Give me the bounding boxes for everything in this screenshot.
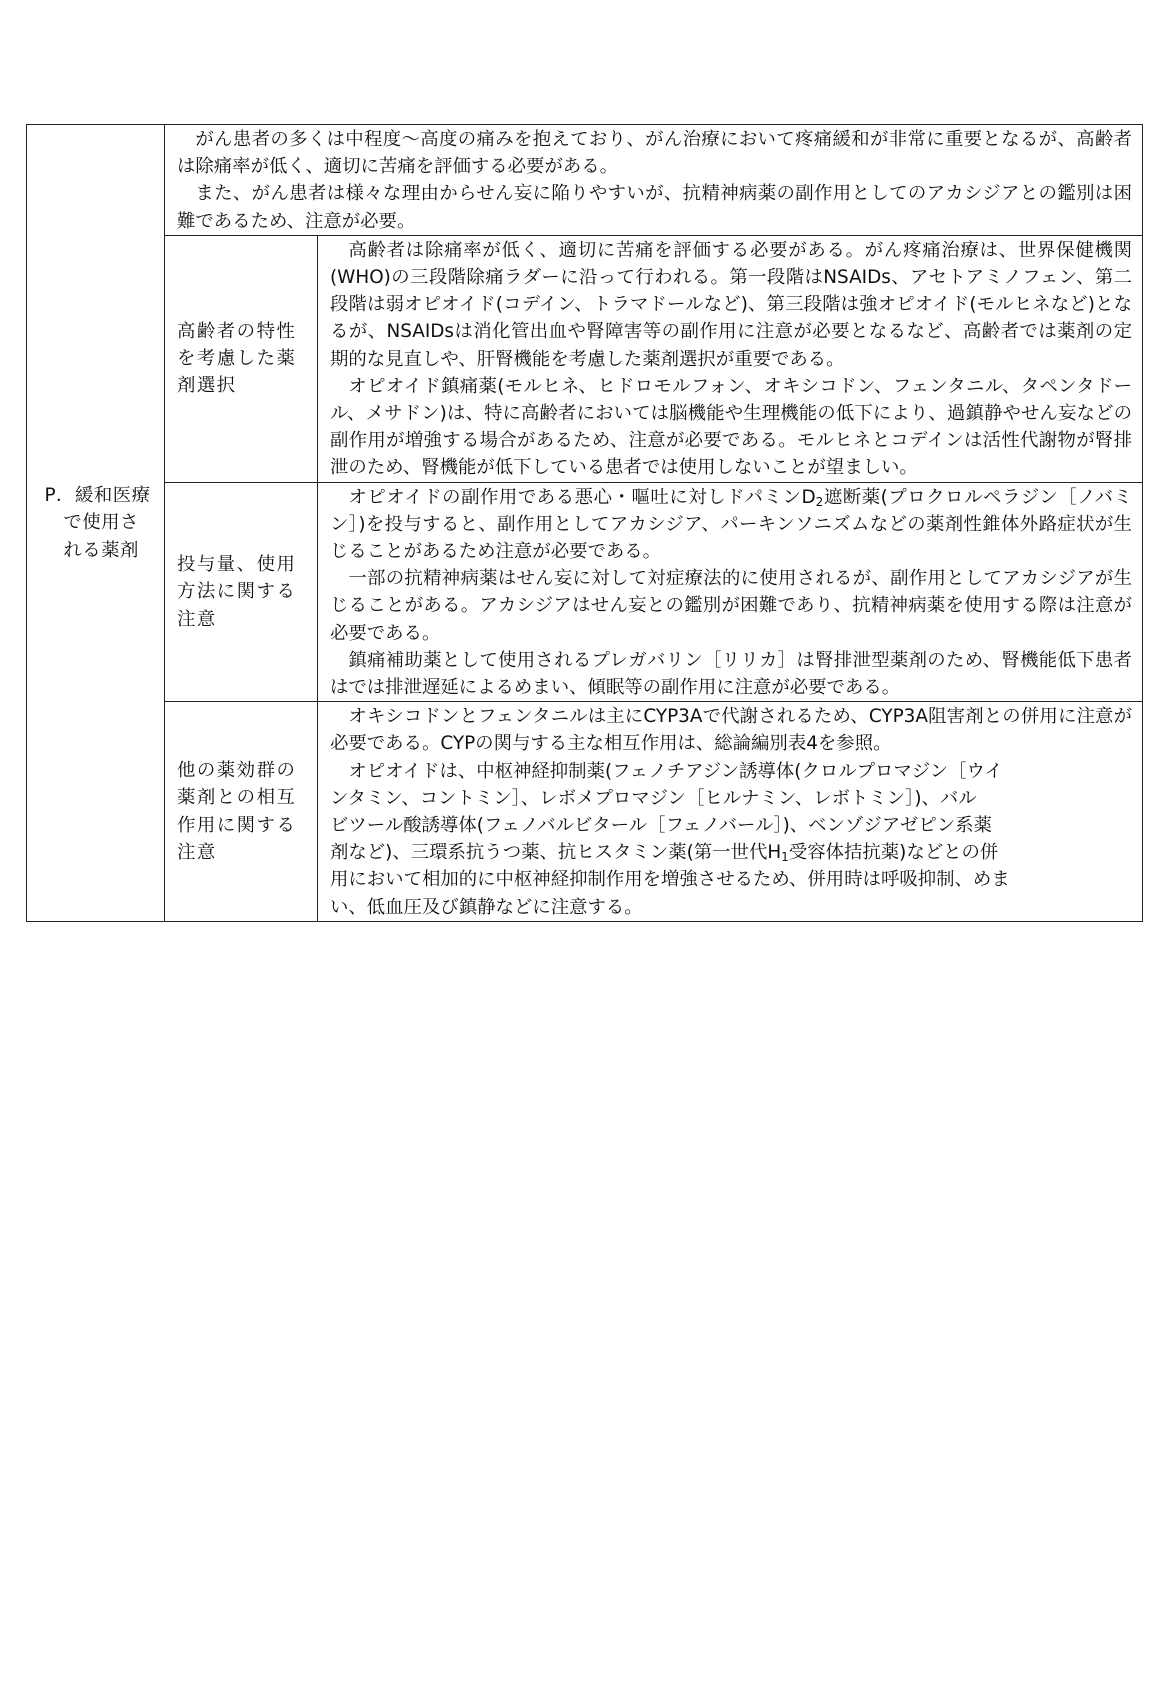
table-row [27,482,1143,702]
section-label: P．緩和医療 で使用さ れる薬剤 [44,485,151,561]
row-body-cell [318,702,1143,922]
subscript: 2 [815,494,824,509]
row-label: 高齢者の特性 を考慮した薬 剤選択 [177,320,297,397]
body-paragraph: 鎮痛補助薬として使用されるプレガバリン［リリカ］は腎排泄型薬剤のため、腎機能低下患者はでは排泄遅延によるめまい、傾眠等の副作用に注意が必要である。 [330,649,1132,699]
row-label-cell [165,482,318,702]
body-paragraph: オピオイド鎮痛薬(モルヒネ、ヒドロモルフォン、オキシコドン、フェンタニル、タペンタドール、メサドン)は、特に高齢者においては脳機能や生理機能の低下により、過鎮静やせん妄などの副作用が増強する場合があるため、注意が必要である。モルヒネとコデインは活性代謝物が腎排泄のため、腎機能が低下している患者では使用しないことが望ましい。 [330,375,1132,479]
row-label-cell [165,235,318,482]
guideline-table [26,124,1143,922]
table-row [27,702,1143,922]
table-row [27,235,1143,482]
body-paragraph: オピオイドの副作用である悪心・嘔吐に対しドパミン$D_2$遮断薬(プロクロルペラジン［ノバミン］)を投与すると、副作用としてアカシジア、パーキンソニズムなどの薬剤性錐体外路症状が生じることがあるため注意が必要である。 [330,486,1133,563]
section-label-cell [27,125,165,922]
body-paragraph: 高齢者は除痛率が低く、適切に苦痛を評価する必要がある。がん疼痛治療は、世界保健機関(WHO)の三段階除痛ラダーに沿って行われる。第一段階はNSAIDs、アセトアミノフェン、第二段階は弱オピオイド(コデイン、トラマドールなど)、第三段階は強オピオイド(モルヒネなど)となるが、NSAIDsは消化管出血や腎障害等の副作用に注意が必要となるなど、高齢者では薬剤の定期的な見直しや、肝腎機能を考慮した薬剤選択が重要である。 [330,239,1132,370]
row-label-cell [165,702,318,922]
row-label: 投与量、使用 方法に関する 注意 [177,554,297,630]
intro-cell [165,125,1143,236]
row-label: 他の薬効群の 薬剤との相互 作用に関する 注意 [177,760,297,863]
subscript: 1 [781,850,789,865]
intro-paragraph: また、がん患者は様々な理由からせん妄に陥りやすいが、抗精神病薬の副作用としてのアカシジアとの鑑別は困難であるため、注意が必要。 [177,183,1132,232]
body-paragraph: オキシコドンとフェンタニルは主にCYP3Aで代謝されるため、CYP3A阻害剤との併用に注意が必要である。CYPの関与する主な相互作用は、総論編別表4を参照。 [330,706,1132,755]
body-paragraph: オピオイドは、中枢神経抑制薬(フェノチアジン誘導体(クロルプロマジン［ウイ ンタミン、コントミン］、レボメプロマジン［ヒルナミン、レボトミン］)、バル ビツール酸誘導体(フェノバルビタール［フェノバール］)、ベンゾジアゼピン系薬 剤など)、三環系抗うつ薬、抗ヒスタミン薬(第一世代$H_1$受容体拮抗薬)などとの併 用において相加的に中枢神経抑制作用を増強させるため、併用時は呼吸抑制、めま い、低血圧及び鎮静などに注意する。 [330,760,1010,918]
row-body-cell [318,482,1143,702]
body-paragraph: 一部の抗精神病薬はせん妄に対して対症療法的に使用されるが、副作用としてアカシジアが生じることがある。アカシジアはせん妄との鑑別が困難であり、抗精神病薬を使用する際は注意が必要である。 [330,568,1132,644]
intro-row [27,125,1143,236]
row-body-cell [318,235,1143,482]
intro-paragraph: がん患者の多くは中程度～高度の痛みを抱えており、がん治療において疼痛緩和が非常に重要となるが、高齢者は除痛率が低く、適切に苦痛を評価する必要がある。 [177,129,1132,178]
